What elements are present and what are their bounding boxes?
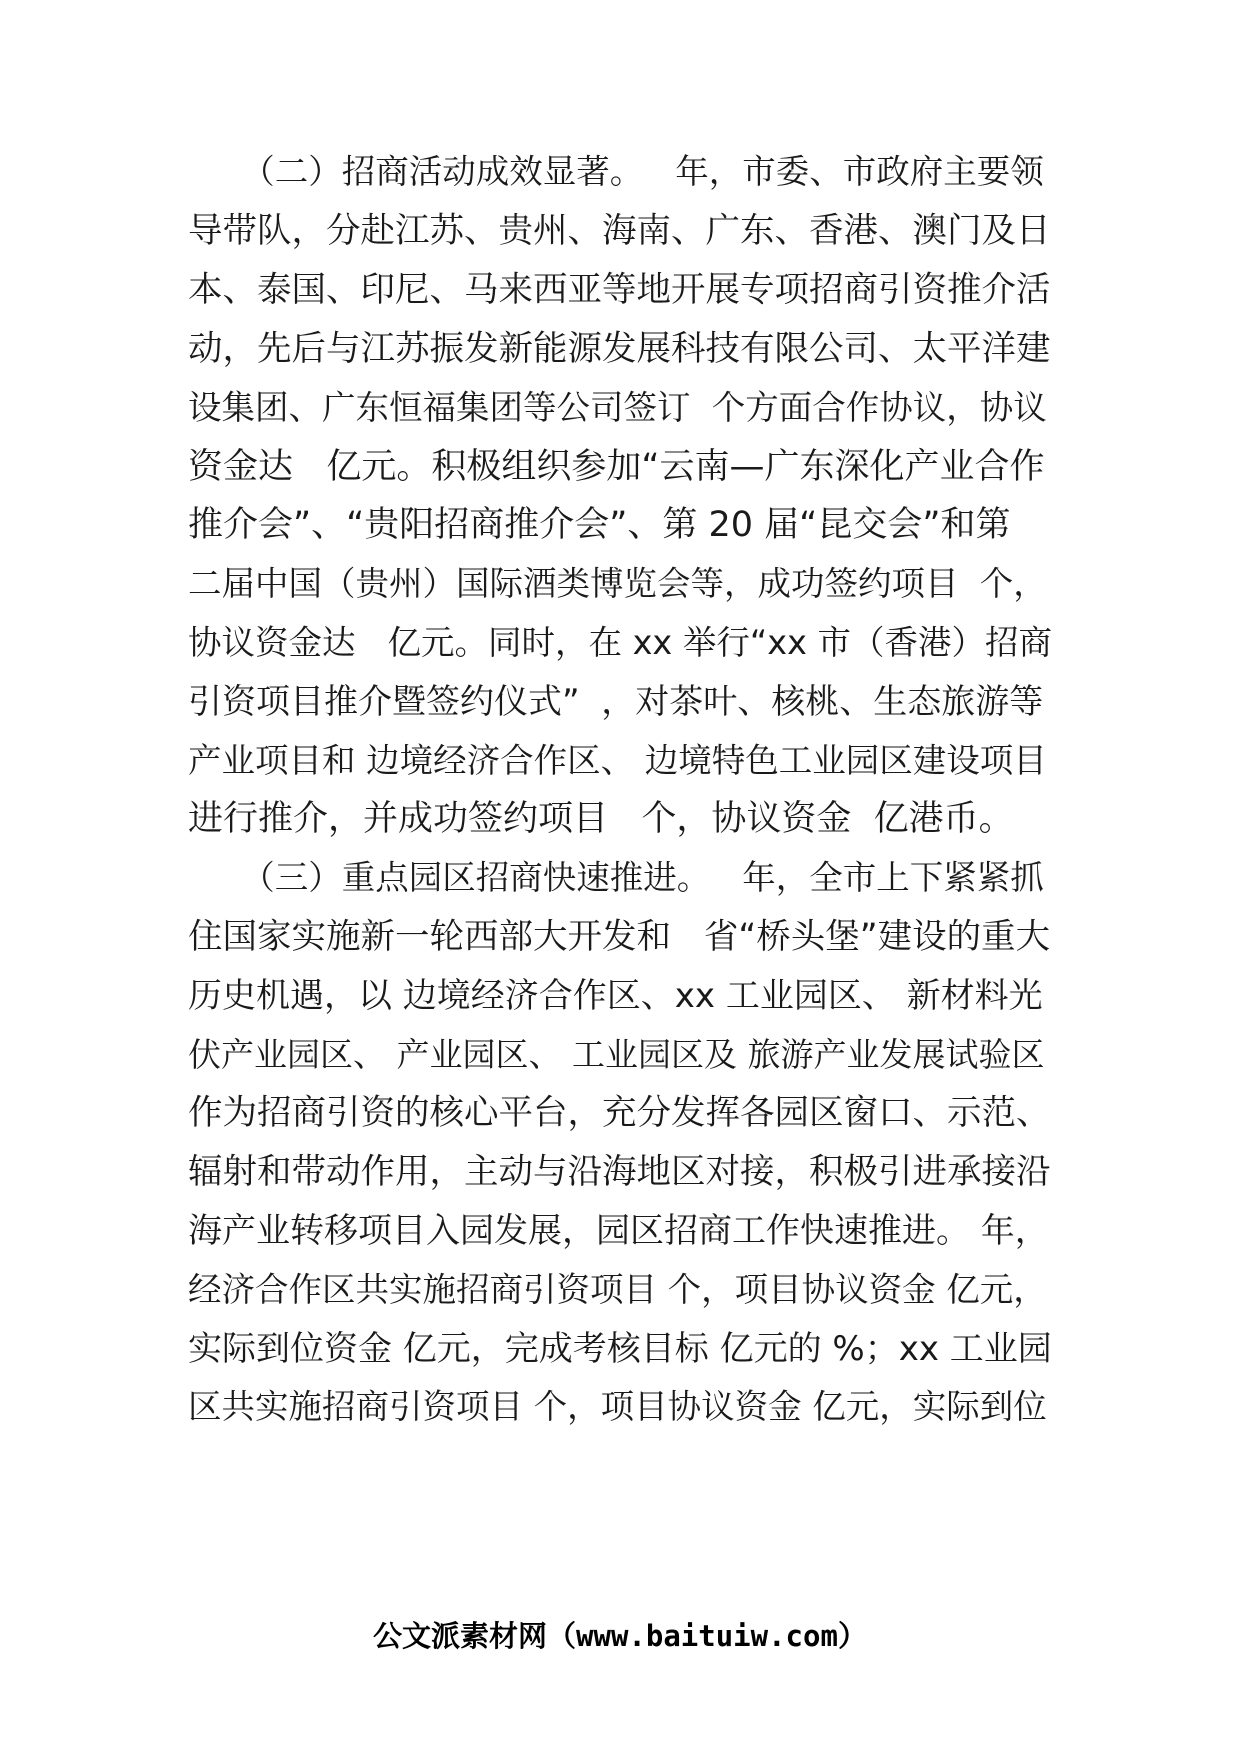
body-line: 历史机遇，以 边境经济合作区、xx 工业园区、 新材料光 xyxy=(188,976,1043,1016)
body-line: 协议资金达 亿元。同时，在 xx 举行“xx 市（香港）招商 xyxy=(188,623,1053,662)
body-line: 辐射和带动作用，主动与沿海地区对接，积极引进承接沿 xyxy=(188,1152,1051,1192)
body-line: 海产业转移项目入园发展，园区招商工作快速推进。 年， xyxy=(188,1211,1049,1251)
body-line: （二）招商活动成效显著。 年，市委、市政府主要领 xyxy=(188,152,1044,191)
body-line: 产业项目和 边境经济合作区、 边境特色工业园区建设项目 xyxy=(188,741,1047,780)
body-line: 实际到位资金 亿元，完成考核目标 亿元的 %；xx 工业园 xyxy=(188,1329,1052,1369)
body-line: （三）重点园区招商快速推进。 年，全市上下紧紧抓 xyxy=(188,858,1044,897)
body-line: 资金达 亿元。积极组织参加“云南—广东深化产业合作 xyxy=(188,447,1045,487)
body-line: 住国家实施新一轮西部大开发和 省“桥头堡”建设的重大 xyxy=(188,917,1051,957)
body-line: 导带队，分赴江苏、贵州、海南、广东、香港、澳门及日 xyxy=(188,211,1051,251)
body-line: 伏产业园区、 产业园区、 工业园区及 旅游产业发展试验区 xyxy=(188,1035,1045,1074)
body-line: 区共实施招商引资项目 个，项目协议资金 亿元，实际到位 xyxy=(188,1387,1047,1426)
body-line: 本、泰国、印尼、马来西亚等地开展专项招商引资推介活 xyxy=(188,270,1051,310)
body-line: 二届中国（贵州）国际酒类博览会等，成功签约项目 个， xyxy=(188,564,1047,603)
body-line: 动，先后与江苏振发新能源发展科技有限公司、太平洋建 xyxy=(188,329,1051,369)
body-line: 引资项目推介暨签约仪式” ，对茶叶、核桃、生态旅游等 xyxy=(188,682,1044,722)
body-line: 设集团、广东恒福集团等公司签订 个方面合作协议，协议 xyxy=(188,388,1047,427)
body-line: 作为招商引资的核心平台，充分发挥各园区窗口、示范、 xyxy=(188,1093,1051,1133)
body-line: 推介会”、“贵阳招商推介会”、第 20 届“昆交会”和第 xyxy=(188,505,1011,545)
footer-watermark: 公文派素材网（www.baituiw.com） xyxy=(373,1619,867,1653)
body-line: 经济合作区共实施招商引资项目 个，项目协议资金 亿元， xyxy=(188,1270,1047,1309)
body-line: 进行推介，并成功签约项目 个，协议资金 亿港币。 xyxy=(188,799,1014,839)
